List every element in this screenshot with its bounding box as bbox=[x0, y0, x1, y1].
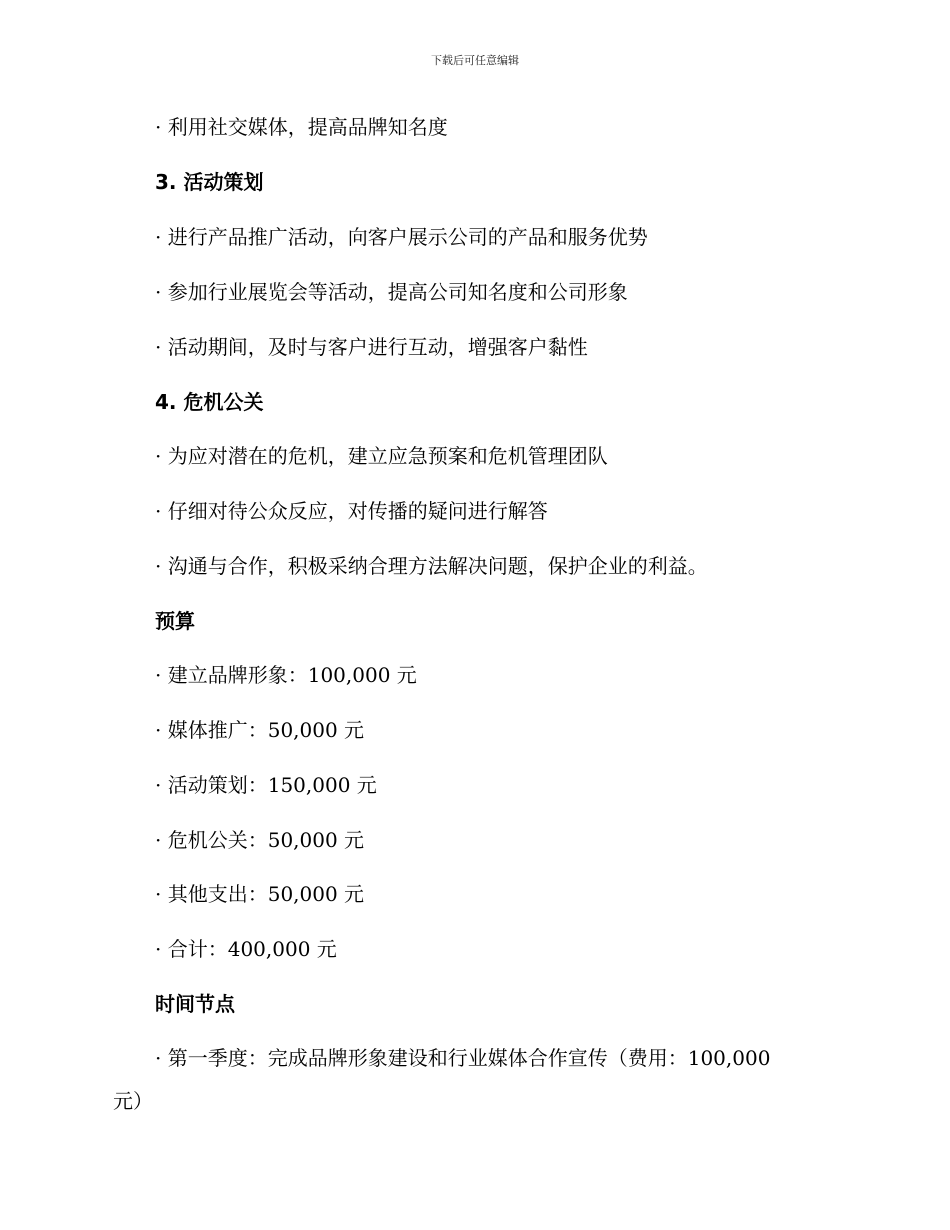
budget-item: · 媒体推广：50,000 元 bbox=[155, 718, 365, 742]
section-3-item: · 参加行业展览会等活动，提高公司知名度和公司形象 bbox=[155, 280, 628, 304]
section-4-item: · 仔细对待公众反应，对传播的疑问进行解答 bbox=[155, 499, 548, 523]
budget-item: · 活动策划：150,000 元 bbox=[155, 773, 377, 797]
section-3-item: · 活动期间，及时与客户进行互动，增强客户黏性 bbox=[155, 335, 588, 359]
budget-item: · 其他支出：50,000 元 bbox=[155, 882, 365, 906]
budget-total: · 合计：400,000 元 bbox=[155, 937, 337, 961]
bullet-social-media: · 利用社交媒体，提高品牌知名度 bbox=[155, 115, 448, 139]
section-4-title: 4. 危机公关 bbox=[155, 390, 264, 414]
section-3-title: 3. 活动策划 bbox=[155, 170, 264, 194]
section-3-item: · 进行产品推广活动，向客户展示公司的产品和服务优势 bbox=[155, 225, 648, 249]
budget-item: · 建立品牌形象：100,000 元 bbox=[155, 663, 417, 687]
section-4-item: · 沟通与合作，积极采纳合理方法解决问题，保护企业的利益。 bbox=[155, 554, 708, 578]
timeline-item-continuation: 元） bbox=[113, 1089, 153, 1113]
section-4-item: · 为应对潜在的危机，建立应急预案和危机管理团队 bbox=[155, 444, 608, 468]
budget-title: 预算 bbox=[155, 609, 195, 633]
timeline-title: 时间节点 bbox=[155, 992, 235, 1016]
timeline-item: · 第一季度：完成品牌形象建设和行业媒体合作宣传（费用：100,000 bbox=[155, 1046, 771, 1070]
page-header-note: 下载后可任意编辑 bbox=[431, 54, 519, 67]
budget-item: · 危机公关：50,000 元 bbox=[155, 828, 365, 852]
